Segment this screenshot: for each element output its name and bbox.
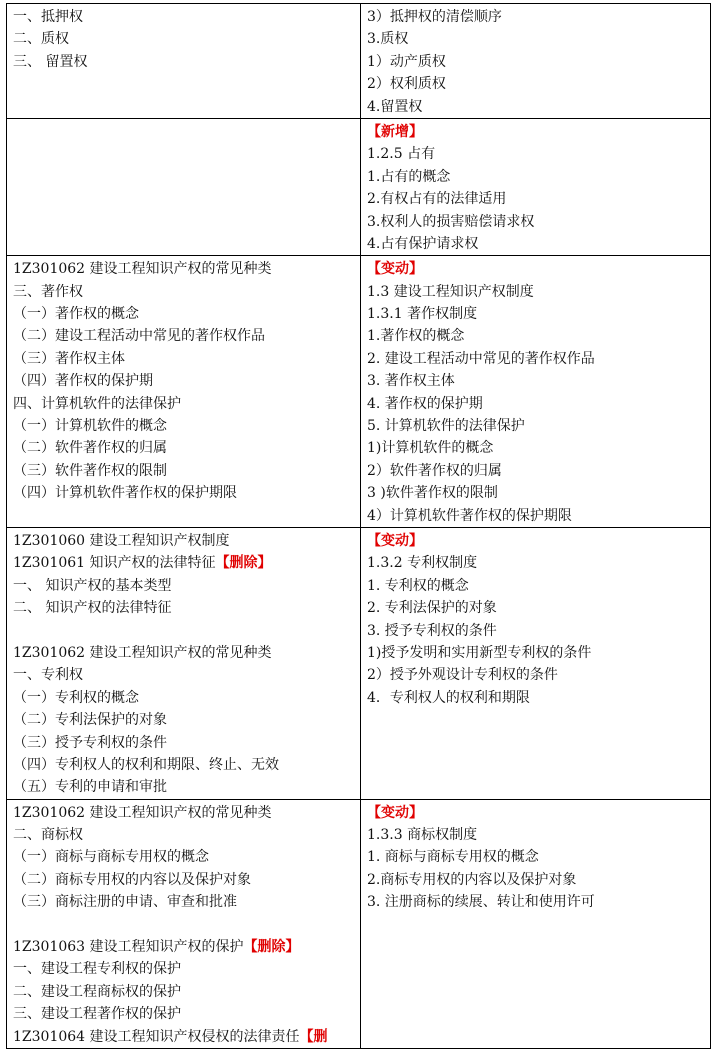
line-text: 3. 著作权主体 — [367, 373, 455, 390]
line-text: （二）专利法保护的对象 — [13, 712, 167, 729]
text-line — [13, 415, 354, 437]
text-line — [13, 936, 354, 958]
text-line — [367, 51, 704, 73]
line-text: 2. 建设工程活动中常见的著作权作品 — [367, 350, 595, 367]
text-line — [13, 891, 354, 913]
text-line — [367, 530, 704, 552]
line-text: 1Z301062 建设工程知识产权的常见种类 — [13, 644, 272, 661]
line-text: 1.3.1 著作权制度 — [367, 306, 478, 323]
line-text: （四）著作权的保护期 — [13, 373, 153, 390]
line-text: （三）授予专利权的条件 — [13, 734, 167, 751]
line-text: 3. 注册商标的续展、转让和使用许可 — [367, 894, 595, 911]
text-line — [367, 28, 704, 50]
text-line — [367, 437, 704, 459]
line-text: 2）权利质权 — [367, 76, 446, 93]
line-text: 3.质权 — [367, 31, 409, 48]
line-text: 4.占有保护请求权 — [367, 235, 479, 252]
text-line — [13, 258, 354, 280]
line-text: 4）计算机软件著作权的保护期限 — [367, 507, 572, 524]
line-text: 三、著作权 — [13, 283, 83, 300]
text-line — [13, 6, 354, 28]
line-text: 3.权利人的损害赔偿请求权 — [367, 213, 535, 230]
text-line — [367, 73, 704, 95]
text-line — [13, 348, 354, 370]
line-text: 3 )软件著作权的限制 — [367, 485, 498, 502]
text-line — [367, 869, 704, 891]
line-text: 2.有权占有的法律适用 — [367, 191, 507, 208]
line-text: 1.占有的概念 — [367, 168, 451, 185]
change-tag: 【新增】 — [367, 123, 423, 140]
line-text: 一、建设工程专利权的保护 — [13, 961, 181, 978]
comparison-table — [6, 3, 711, 1049]
text-line — [13, 1026, 354, 1048]
table-row — [7, 799, 711, 1048]
change-tag: 【删 — [299, 1028, 328, 1045]
line-text: 四、计算机软件的法律保护 — [13, 395, 181, 412]
line-text: 1Z301063 建设工程知识产权的保护 — [13, 939, 244, 956]
text-line — [13, 687, 354, 709]
text-line — [367, 348, 704, 370]
line-text: 2.商标专用权的内容以及保护对象 — [367, 871, 577, 888]
line-text: （四）计算机软件著作权的保护期限 — [13, 485, 237, 502]
line-text: 1.3.3 商标权制度 — [367, 827, 478, 844]
line-text: （二）商标专用权的内容以及保护对象 — [13, 871, 251, 888]
line-text: 1. 商标与商标专用权的概念 — [367, 849, 539, 866]
text-line — [367, 687, 704, 709]
text-line — [367, 258, 704, 280]
text-line — [13, 51, 354, 73]
text-line — [13, 28, 354, 50]
text-line — [13, 709, 354, 731]
change-tag: 【变动】 — [367, 261, 423, 278]
text-line — [367, 552, 704, 574]
line-text: （五）专利的申请和审批 — [13, 779, 167, 796]
text-line — [13, 393, 354, 415]
line-text: 1.著作权的概念 — [367, 328, 465, 345]
text-line — [13, 776, 354, 798]
text-line — [13, 914, 354, 936]
line-text: （二）软件著作权的归属 — [13, 440, 167, 457]
line-text: 3. 授予专利权的条件 — [367, 622, 497, 639]
text-line — [13, 325, 354, 347]
text-line — [13, 732, 354, 754]
old-edition-cell — [7, 527, 361, 799]
line-text: 二、质权 — [13, 31, 69, 48]
line-text: 1.3.2 专利权制度 — [367, 555, 478, 572]
text-line — [367, 642, 704, 664]
table-row — [7, 527, 711, 799]
line-text: 1Z301060 建设工程知识产权制度 — [13, 532, 230, 549]
text-line — [13, 460, 354, 482]
text-line — [13, 846, 354, 868]
line-text: 一、 知识产权的基本类型 — [13, 577, 172, 594]
text-line — [13, 303, 354, 325]
line-text: 一、专利权 — [13, 667, 83, 684]
line-text: 1. 专利权的概念 — [367, 577, 469, 594]
line-text: 1Z301062 建设工程知识产权的常见种类 — [13, 261, 272, 278]
text-line — [367, 325, 704, 347]
text-line — [367, 370, 704, 392]
line-text: 1）动产质权 — [367, 53, 446, 70]
table-body — [7, 4, 711, 1049]
line-text: （一）商标与商标专用权的概念 — [13, 849, 209, 866]
line-text: 一、抵押权 — [13, 9, 83, 25]
line-text: 2）软件著作权的归属 — [367, 462, 502, 479]
text-line — [367, 393, 704, 415]
text-line — [13, 597, 354, 619]
text-line — [13, 530, 354, 552]
change-tag: 【变动】 — [367, 532, 423, 549]
line-text: 4.留置权 — [367, 98, 423, 115]
line-text: 4. 著作权的保护期 — [367, 395, 483, 412]
line-text: 1)授予发明和实用新型专利权的条件 — [367, 644, 592, 661]
old-edition-cell — [7, 118, 361, 255]
text-line — [13, 664, 354, 686]
text-line — [367, 6, 704, 28]
line-text: 1Z301064 建设工程知识产权侵权的法律责任 — [13, 1028, 300, 1045]
text-line — [367, 664, 704, 686]
text-line — [367, 482, 704, 504]
new-edition-cell — [361, 118, 711, 255]
line-text: （三）商标注册的申请、审查和批准 — [13, 894, 237, 911]
text-line — [367, 121, 704, 143]
line-text: 三、建设工程著作权的保护 — [13, 1006, 181, 1023]
line-text: （二）建设工程活动中常见的著作权作品 — [13, 328, 265, 345]
text-line — [367, 575, 704, 597]
line-text: 1Z301062 建设工程知识产权的常见种类 — [13, 804, 272, 821]
old-edition-cell — [7, 799, 361, 1048]
text-line — [367, 166, 704, 188]
line-text: （一）计算机软件的概念 — [13, 418, 167, 435]
line-text: 二、建设工程商标权的保护 — [13, 983, 181, 1000]
text-line — [367, 846, 704, 868]
text-line — [367, 597, 704, 619]
line-text: 5. 计算机软件的法律保护 — [367, 418, 525, 435]
line-text: 1Z301061 知识产权的法律特征 — [13, 555, 216, 572]
table-row — [7, 256, 711, 528]
text-line — [13, 869, 354, 891]
line-text: （四）专利权人的权利和期限、终止、无效 — [13, 756, 279, 773]
text-line — [367, 96, 704, 118]
line-text: 3）抵押权的清偿顺序 — [367, 9, 502, 25]
text-line — [13, 1003, 354, 1025]
text-line — [13, 824, 354, 846]
text-line — [367, 415, 704, 437]
old-edition-cell — [7, 4, 361, 119]
table-row — [7, 4, 711, 119]
text-line — [367, 211, 704, 233]
text-line — [367, 233, 704, 255]
text-line — [367, 824, 704, 846]
change-tag: 【删除】 — [243, 939, 300, 956]
old-edition-cell — [7, 256, 361, 528]
text-line — [367, 891, 704, 913]
line-text: 2）授予外观设计专利权的条件 — [367, 667, 558, 684]
text-line — [367, 620, 704, 642]
text-line — [13, 958, 354, 980]
line-text: 4．专利权人的权利和期限 — [367, 689, 530, 706]
text-line — [13, 552, 354, 574]
line-text: （一）专利权的概念 — [13, 689, 139, 706]
text-line — [13, 281, 354, 303]
text-line — [367, 303, 704, 325]
text-line — [367, 460, 704, 482]
new-edition-cell — [361, 4, 711, 119]
line-text: 二、商标权 — [13, 827, 83, 844]
line-text: （三）软件著作权的限制 — [13, 462, 167, 479]
text-line — [13, 754, 354, 776]
line-text: （三）著作权主体 — [13, 350, 125, 367]
change-tag: 【变动】 — [367, 804, 423, 821]
text-line — [13, 575, 354, 597]
new-edition-cell — [361, 256, 711, 528]
line-text: 2. 专利法保护的对象 — [367, 600, 497, 617]
line-text: （一）著作权的概念 — [13, 306, 139, 323]
new-edition-cell — [361, 527, 711, 799]
line-text: 二、 知识产权的法律特征 — [13, 600, 172, 617]
table-row — [7, 118, 711, 255]
text-line — [13, 370, 354, 392]
text-line — [367, 143, 704, 165]
text-line — [367, 505, 704, 527]
text-line — [13, 802, 354, 824]
text-line — [367, 281, 704, 303]
line-text: 1.2.5 占有 — [367, 146, 436, 163]
new-edition-cell — [361, 799, 711, 1048]
text-line — [367, 188, 704, 210]
text-line — [13, 482, 354, 504]
line-text: 三、 留置权 — [13, 53, 88, 70]
text-line — [13, 437, 354, 459]
text-line — [13, 642, 354, 664]
line-text: 1)计算机软件的概念 — [367, 440, 494, 457]
change-tag: 【删除】 — [215, 555, 272, 572]
text-line — [367, 802, 704, 824]
text-line — [13, 981, 354, 1003]
text-line — [13, 620, 354, 642]
line-text: 1.3 建设工程知识产权制度 — [367, 283, 534, 300]
